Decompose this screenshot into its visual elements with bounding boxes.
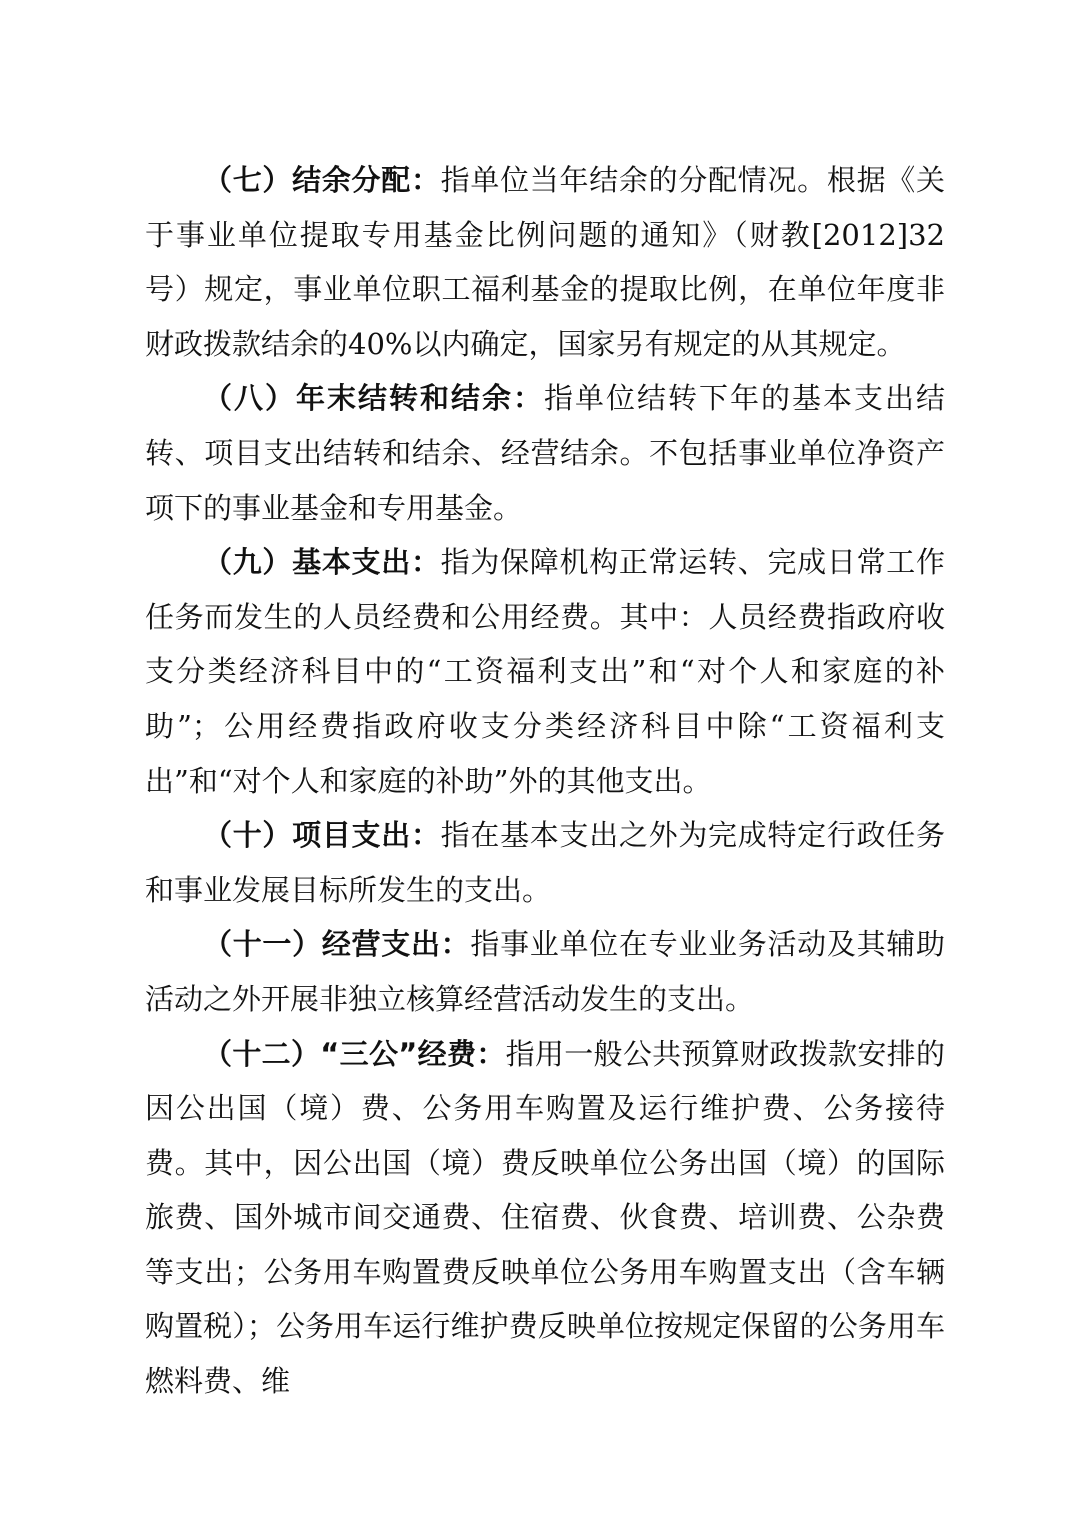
paragraph-text: 指事业单位在专业业务活动及其辅助活动之外开展非独立核算经营活动发生的支出。 xyxy=(145,927,945,1016)
term-heading: （九）基本支出： xyxy=(203,545,441,580)
term-heading: （八）年末结转和结余： xyxy=(203,381,544,416)
term-heading: （十）项目支出： xyxy=(203,818,441,853)
document-body xyxy=(145,153,945,1409)
paragraph-text: 指用一般公共预算财政拨款安排的因公出国（境）费、公务用车购置及运行维护费、公务接待费。其中，因公出国（境）费反映单位公务出国（境）的国际旅费、国外城市间交通费、住宿费、伙食费、培训费、公杂费等支出；公务用车购置费反映单位公务用车购置支出（含车辆购置税）；公务用车运行维护费反映单位按规定保留的公务用车燃料费、维 xyxy=(145,1036,945,1399)
paragraph-three-public-expenses xyxy=(145,1027,945,1409)
paragraph-project-expenditure xyxy=(145,808,945,917)
term-heading: （十二）“三公”经费： xyxy=(203,1036,506,1071)
paragraph-operating-expenditure xyxy=(145,917,945,1026)
term-heading: （十一）经营支出： xyxy=(203,927,471,962)
paragraph-text: 指单位结转下年的基本支出结转、项目支出结转和结余、经营结余。不包括事业单位净资产项下的事业基金和专用基金。 xyxy=(145,381,945,525)
paragraph-text: 指单位当年结余的分配情况。根据《关于事业单位提取专用基金比例问题的通知》（财教[2012]32号）规定，事业单位职工福利基金的提取比例，在单位年度非财政拨款结余的40%以内确定，国家另有规定的从其规定。 xyxy=(145,163,945,361)
paragraph-basic-expenditure xyxy=(145,535,945,808)
term-heading: （七）结余分配： xyxy=(203,163,441,197)
paragraph-text: 指为保障机构正常运转、完成日常工作任务而发生的人员经费和公用经费。其中：人员经费指政府收支分类经济科目中的“工资福利支出”和“对个人和家庭的补助”；公用经费指政府收支分类经济科目中除“工资福利支出”和“对个人和家庭的补助”外的其他支出。 xyxy=(145,545,945,798)
paragraph-surplus-distribution xyxy=(145,153,945,371)
paragraph-text: 指在基本支出之外为完成特定行政任务和事业发展目标所发生的支出。 xyxy=(145,818,945,907)
paragraph-year-end-carryover xyxy=(145,371,945,535)
